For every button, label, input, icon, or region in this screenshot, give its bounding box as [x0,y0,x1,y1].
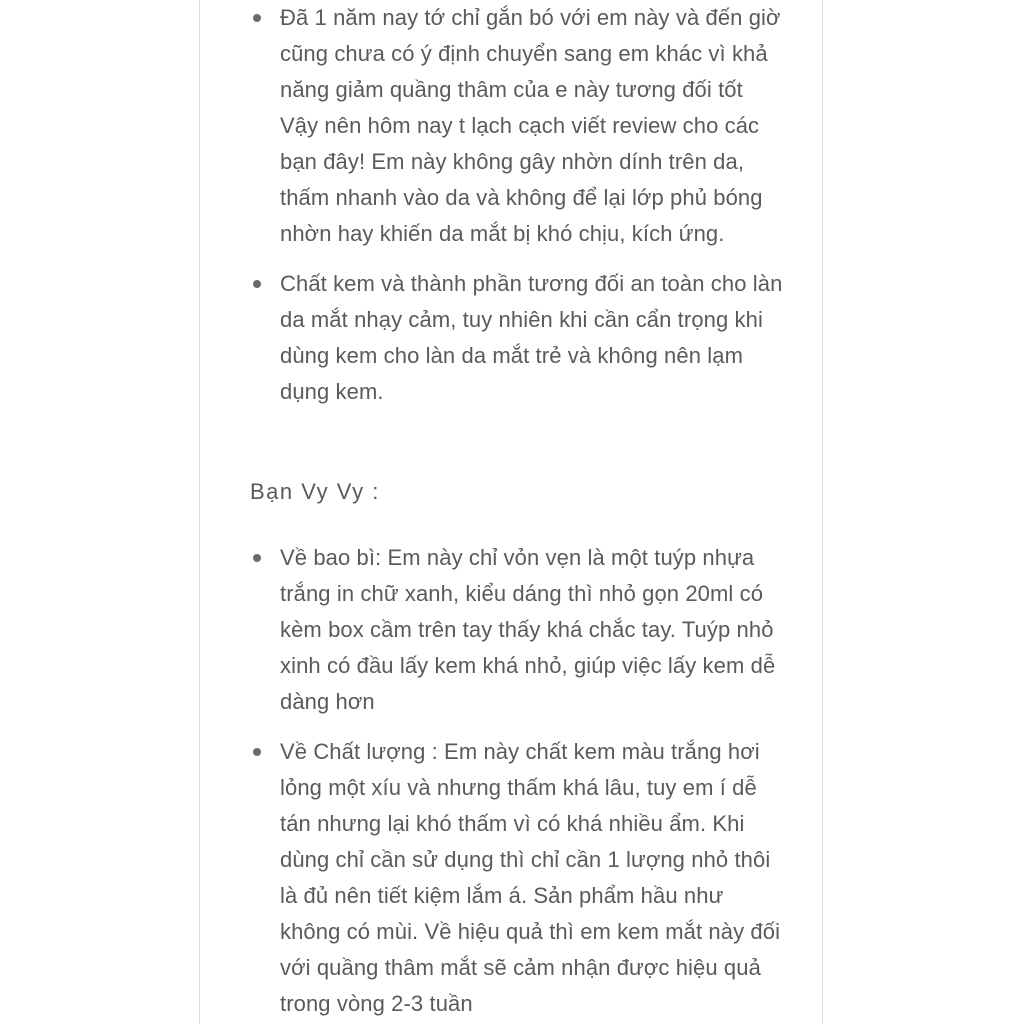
bullet-icon [253,280,261,288]
list-item-text: Về bao bì: Em này chỉ vỏn vẹn là một tuýp nhựa trắng in chữ xanh, kiểu dáng thì nhỏ gọn 20ml có kèm box cầm trên tay thấy khá chắc tay. Tuýp nhỏ xinh có đầu lấy kem khá nhỏ, giúp việc lấy kem dễ dàng hơn [280,545,776,714]
list-item [200,540,824,720]
list-item-text: Đã 1 năm nay tớ chỉ gắn bó với em này và đến giờ cũng chưa có ý định chuyển sang em khác vì khả năng giảm quầng thâm của e này tương đối tốt Vậy nên hôm nay t lạch cạch viết review cho các bạn đây! Em này không gây nhờn dính trên da, thấm nhanh vào da và không để lại lớp phủ bóng nhờn hay khiến da mắt bị khó chịu, kích ứng. [280,5,781,246]
bullet-list-1 [200,0,824,410]
article-card [199,0,823,1024]
bullet-icon [253,748,261,756]
list-item [200,266,824,410]
review-section-2 [200,540,824,1022]
bullet-list-2 [200,540,824,1022]
list-item-text: Chất kem và thành phần tương đối an toàn cho làn da mắt nhạy cảm, tuy nhiên khi cần cẩn trọng khi dùng kem cho làn da mắt trẻ và không nên lạm dụng kem. [280,271,783,404]
bullet-icon [253,14,261,22]
list-item [200,734,824,1022]
review-section-1 [200,0,824,410]
list-item [200,0,824,252]
bullet-icon [253,554,261,562]
reviewer-heading: Bạn Vy Vy : [250,479,380,504]
list-item-text: Về Chất lượng : Em này chất kem màu trắng hơi lỏng một xíu và nhưng thấm khá lâu, tuy em í dễ tán nhưng lại khó thấm vì có khá nhiều ẩm. Khi dùng chỉ cần sử dụng thì chỉ cần 1 lượng nhỏ thôi là đủ nên tiết kiệm lắm á. Sản phẩm hầu như không có mùi. Về hiệu quả thì em kem mắt này đối với quầng thâm mắt sẽ cảm nhận được hiệu quả trong vòng 2-3 tuần [280,739,781,1016]
